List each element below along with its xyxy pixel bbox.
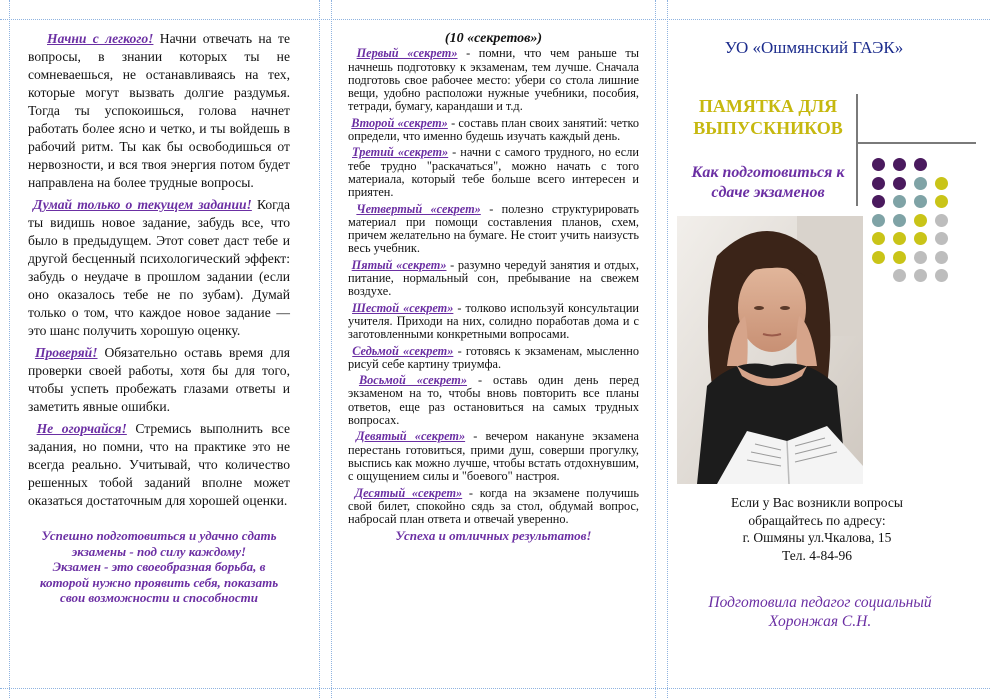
tip-text: Начни отвечать на те вопросы, в знании которых ты не сомневаешься, не останавливаясь на тех, которые могут вызвать долгие раздумья. Тогда ты успокоишься, голова начнет работать более ясно и четко, и ты войдешь в рабочий ритм. Ты как бы освободишься от нервозности, и вся твоя энергия потом будет направлена на более трудные вопросы.	[28, 31, 290, 190]
secrets-title: (10 «секретов»)	[444, 31, 543, 46]
decorative-dot	[872, 195, 885, 208]
contact-line: Если у Вас возникли вопросы	[731, 495, 903, 510]
decorative-dot	[935, 214, 948, 227]
secret-label: Четвертый «секрет»	[356, 201, 481, 216]
divider-line	[856, 142, 976, 144]
secret-text: - разумно чередуй занятия и отдых, питание, нормальный сон, пребывание на свежем воздухе.	[348, 257, 640, 299]
decorative-dot	[893, 177, 906, 190]
final-wish: Успеха и отличных результатов!	[395, 528, 592, 544]
decorative-dot	[872, 158, 885, 171]
decorative-dot	[914, 158, 927, 171]
secret-item	[348, 259, 639, 299]
secret-item	[348, 47, 639, 113]
secret-label: Седьмой «секрет»	[352, 343, 454, 358]
secret-label: Восьмой «секрет»	[358, 373, 468, 388]
fold-guide	[655, 0, 656, 698]
decorative-dot	[872, 214, 885, 227]
secret-label: Шестой «секрет»	[352, 300, 454, 315]
secret-text: - толково используй консультации учителя. Приходи на них, солидно поработав дома и с заготовленными конкретными вопросами.	[348, 300, 639, 342]
tip-text: Обязательно оставь время для проверки своей работы, хотя бы для того, чтобы успеть пробежать глазами ответы и заметить явные ошибки.	[28, 345, 290, 414]
decorative-dot	[935, 251, 948, 264]
contact-line: обращайтесь по адресу:	[748, 512, 886, 528]
decorative-dot	[893, 195, 906, 208]
decorative-dot	[872, 232, 885, 245]
secret-label: Десятый «секрет»	[354, 485, 463, 500]
tip-text: Стремись выполнить все задания, но помни, что на практике это не всегда реально. Учитывай, что количество решенных тобой заданий вполне может оказаться достаточным для хорошей оценки.	[28, 421, 291, 508]
memo-title: ПАМЯТКА ДЛЯ ВЫПУСКНИКОВ	[693, 96, 843, 138]
decorative-dot	[893, 232, 906, 245]
decorative-dot	[893, 251, 906, 264]
decorative-dot	[893, 214, 906, 227]
decorative-dot	[914, 269, 927, 282]
decorative-dot	[914, 177, 927, 190]
tip-paragraph	[28, 344, 290, 416]
secret-label: Второй «секрет»	[351, 115, 448, 130]
tip-lead: Не огорчайся!	[36, 421, 127, 436]
memo-subtitle: Как подготовиться к сдаче экзаменов	[691, 164, 845, 201]
secret-item	[348, 302, 639, 342]
tip-lead: Начни с легкого!	[47, 31, 154, 46]
secret-text: - вечером накануне экзамена перестань готовиться, прими душ, соверши прогулку, выспись как можно лучше, чтобы встать отдохнувшим, с ощущением силы и "боевого" настроя.	[348, 429, 639, 484]
contact-address: г. Ошмяны ул.Чкалова, 15	[742, 530, 892, 545]
decorative-dot	[914, 195, 927, 208]
decorative-dot	[872, 251, 885, 264]
tips-column	[28, 30, 290, 606]
secret-text: - полезно структурировать материал при помощи составления планов, схем, причем желательно на бумаге. Не стоит учить наизусть весь учебник.	[348, 201, 640, 256]
student-photo	[677, 216, 863, 484]
secret-text: - составь план своих занятий: четко определи, что именно будешь изучать каждый день.	[348, 115, 639, 144]
contact-phone: Тел. 4-84-96	[782, 547, 852, 563]
closing-line: Успешно подготовиться и удачно сдать экзамены - под силу каждому!	[41, 528, 277, 559]
author-credit: Подготовила педагог социальный Хоронжая С.Н.	[708, 594, 932, 630]
tip-lead: Проверяй!	[34, 345, 98, 360]
secret-label: Первый «секрет»	[356, 46, 458, 61]
tip-paragraph	[28, 30, 290, 192]
closing-slogan	[28, 528, 290, 606]
secret-label: Девятый «секрет»	[356, 429, 466, 444]
margin-guide	[9, 0, 10, 698]
secret-item	[348, 146, 639, 199]
decorative-dot	[872, 177, 885, 190]
fold-guide	[319, 0, 320, 698]
organization-name: УО «Ошмянский ГАЭК»	[724, 38, 904, 57]
secret-item	[348, 203, 639, 256]
secret-text: - начни с самого трудного, но если тебе трудно "раскачаться", можно начать с того материала, который тебе больше всего интересен и приятен.	[348, 145, 639, 200]
fold-guide	[331, 0, 332, 698]
secret-label: Третий «секрет»	[352, 145, 449, 160]
tip-paragraph	[28, 420, 290, 510]
secrets-column	[348, 32, 639, 543]
tip-lead: Думай только о текущем задании!	[33, 197, 252, 212]
decorative-dot	[914, 232, 927, 245]
secret-text: - помни, что чем раньше ты начнешь подготовку к экзаменам, тем лучше. Сначала подготовь свое рабочее место: убери со стола лишние вещи, удобно расположи нужные учебники, пособия, тетради, бумагу, карандаши и т.д.	[348, 46, 639, 114]
secret-item	[348, 374, 639, 427]
secret-text: - оставь один день перед экзаменом на то, чтобы вновь повторить все планы ответов, еще раз остановиться на самых трудных вопросах.	[348, 373, 639, 428]
decorative-dots	[872, 158, 972, 298]
secret-text: - готовясь к экзаменам, мысленно рисуй себе картину триумфа.	[348, 343, 640, 371]
cover-panel	[668, 0, 990, 698]
contact-info	[698, 494, 936, 564]
tip-text: Когда ты видишь новое задание, забудь все, что было в предыдущем. Этот совет даст тебе и другой бесценный психологический эффект: забудь о неудаче в прошлом задании (если оно оказалось тебе не по зубам). Думай только о том, что каждое новое задание — это шанс получить хорошую оценку.	[28, 197, 291, 338]
secret-item	[348, 487, 639, 527]
secrets-list	[348, 47, 639, 526]
decorative-dot	[893, 158, 906, 171]
divider-line	[856, 94, 858, 206]
secret-item	[348, 117, 639, 144]
secret-text: - когда на экзамене получишь свой билет, спокойно сядь за стол, обдумай вопрос, набросай план ответа и отвечай уверенно.	[348, 485, 639, 527]
decorative-dot	[914, 214, 927, 227]
secret-item	[348, 345, 639, 372]
closing-line: Экзамен - это своеобразная борьба, в которой нужно проявить себя, показать свои возможности и способности	[39, 559, 279, 605]
decorative-dot	[935, 195, 948, 208]
tip-paragraph	[28, 196, 290, 340]
decorative-dot	[935, 232, 948, 245]
decorative-dot	[935, 177, 948, 190]
decorative-dot	[893, 269, 906, 282]
decorative-dot	[935, 269, 948, 282]
secret-label: Пятый «секрет»	[351, 257, 447, 272]
secret-item	[348, 430, 639, 483]
decorative-dot	[914, 251, 927, 264]
